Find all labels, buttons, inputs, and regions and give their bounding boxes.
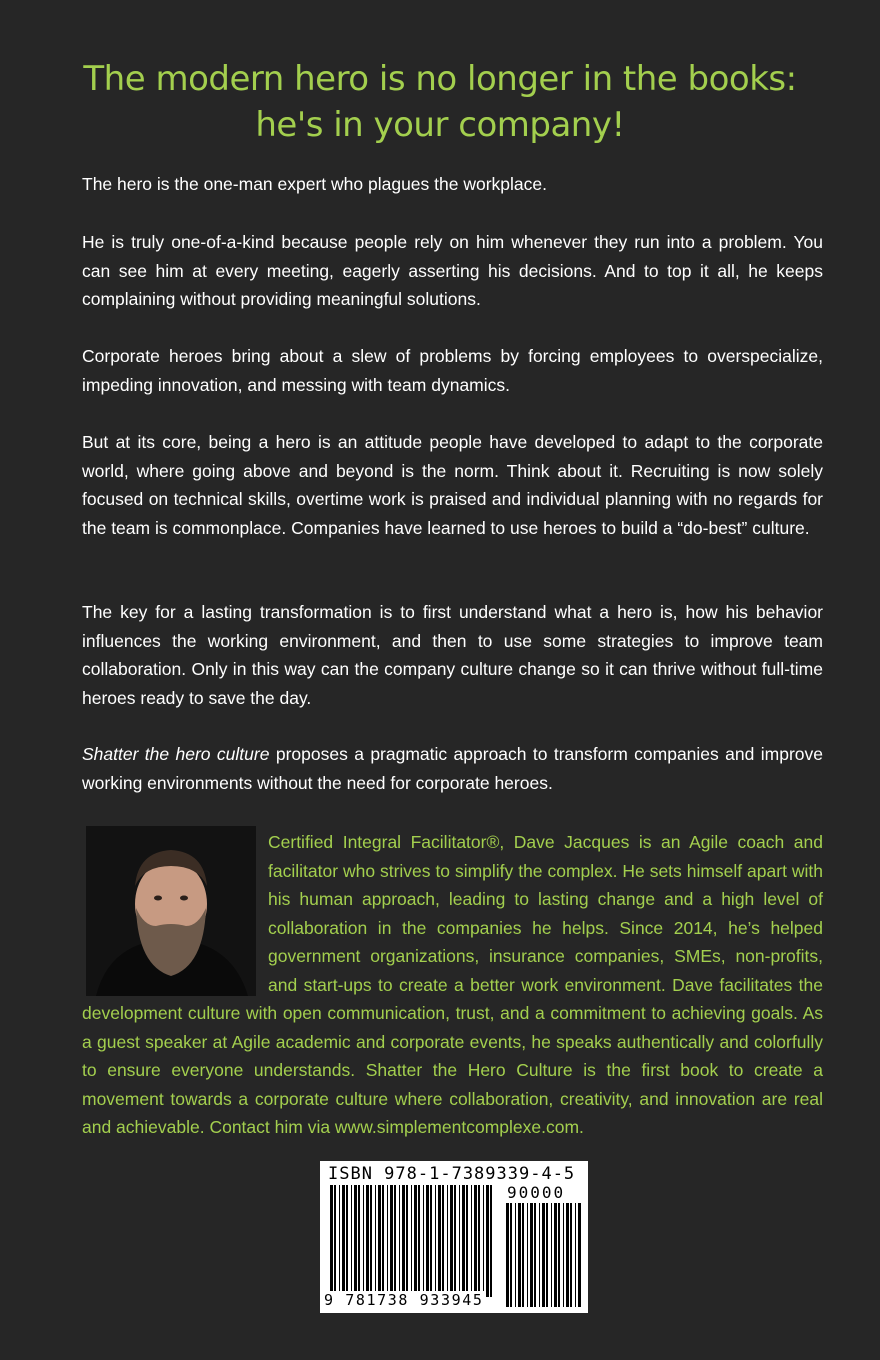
barcode-bar — [414, 1185, 417, 1297]
barcode-bar — [578, 1203, 581, 1307]
barcode-bar — [546, 1203, 548, 1307]
barcode-bar — [450, 1185, 453, 1297]
book-title: Shatter the hero culture — [82, 744, 270, 764]
barcode-bar — [375, 1185, 376, 1297]
barcode-bar — [530, 1203, 533, 1307]
barcode-bar — [534, 1203, 536, 1307]
barcode-bar — [399, 1185, 400, 1297]
barcode-bar — [462, 1185, 465, 1297]
barcode-bar — [330, 1185, 333, 1297]
barcode-bar — [506, 1203, 509, 1307]
barcode-bar — [575, 1203, 576, 1307]
barcode-bar — [554, 1203, 557, 1307]
barcode-bar — [518, 1203, 521, 1307]
barcode-bar — [346, 1185, 348, 1297]
barcode-bar — [423, 1185, 424, 1297]
barcode — [320, 1161, 588, 1313]
barcode-bar — [471, 1185, 472, 1297]
barcode-bar — [370, 1185, 372, 1297]
paragraph-1: The hero is the one-man expert who plagues the workplace. — [82, 174, 547, 194]
headline-line-2: he's in your company! — [255, 105, 625, 145]
barcode-bar — [339, 1185, 340, 1297]
barcode-bar — [454, 1185, 456, 1297]
barcode-bar — [490, 1185, 492, 1297]
paragraph-5: The key for a lasting transformation is to first understand what a hero is, how his behavior influences the working environment, and then to use some strategies to improve team collaboration. Only in this way can the company culture change so it can thrive without full-time heroes ready to save the day. — [82, 602, 823, 708]
barcode-bar — [459, 1185, 460, 1297]
barcode-bar — [447, 1185, 448, 1297]
barcode-bar — [342, 1185, 345, 1297]
barcode-bar — [542, 1203, 545, 1307]
barcode-bar — [387, 1185, 388, 1297]
closing-text: proposes a pragmatic approach to transform companies and improve working environments without the need for corporate heroes. — [82, 744, 823, 793]
barcode-bar — [435, 1185, 436, 1297]
barcode-bar — [334, 1185, 336, 1297]
paragraph-3: Corporate heroes bring about a slew of problems by forcing employees to overspecialize, impeding innovation, and messing with team dynamics. — [82, 346, 823, 395]
barcode-bar — [558, 1203, 560, 1307]
barcode-bar — [418, 1185, 420, 1297]
barcode-bar — [486, 1185, 489, 1297]
author-bio — [82, 828, 823, 1142]
paragraph-2: He is truly one-of-a-kind because people rely on him whenever they run into a problem. You can see him at every meeting, eagerly asserting his decisions. And to top it all, he keeps complaining without providing meaningful solutions. — [82, 232, 823, 309]
barcode-bar — [510, 1203, 512, 1307]
barcode-bar — [570, 1203, 572, 1307]
barcode-bar — [358, 1185, 360, 1297]
price-code-label: 90000 — [507, 1183, 566, 1202]
isbn-label: ISBN 978-1-7389339-4-5 — [328, 1164, 576, 1184]
barcode-bar — [411, 1185, 412, 1297]
barcode-bar — [566, 1203, 569, 1307]
headline-line-1: The modern hero is no longer in the books: — [83, 59, 797, 99]
barcode-bar — [551, 1203, 552, 1307]
barcode-bar — [483, 1185, 484, 1297]
author-bio-text: Certified Integral Facilitator®, Dave Jacques is an Agile coach and facilitator who strives to simplify the complex. He sets himself apart with his human approach, leading to lasting change and a high level of collaboration in the companies he helps. Since 2014, he’s helped government organizations, insurance companies, SMEs, non-profits, and start-ups to create a better work environment. Dave facilitates the development culture with open communication, trust, and a commitment to achieving goals. As a guest speaker at Agile academic and corporate events, he speaks authentically and colorfully to ensure everyone understands. Shatter the Hero Culture is the first book to create a movement towards a corporate culture where collaboration, creativity, and innovation are real and achievable. Contact him via www.simplementcomplexe.com. — [82, 832, 823, 1137]
barcode-bar — [390, 1185, 393, 1297]
photo-spacer — [82, 828, 268, 999]
paragraph-closing — [82, 740, 823, 797]
barcode-bar — [438, 1185, 441, 1297]
barcode-bar — [539, 1203, 540, 1307]
barcode-bar — [515, 1203, 516, 1307]
barcode-bar — [378, 1185, 381, 1297]
headline — [60, 56, 820, 148]
barcode-bar — [394, 1185, 396, 1297]
paragraph-4: But at its core, being a hero is an attitude people have developed to adapt to the corporate world, where going above and beyond is the norm. Think about it. Recruiting is now solely focused on technical skills, overtime work is praised and individual planning with no regards for the team is commonplace. Companies have learned to use heroes to build a “do-best” culture. — [82, 432, 823, 538]
barcode-bar — [430, 1185, 432, 1297]
barcode-bar — [351, 1185, 352, 1297]
barcode-bar — [363, 1185, 364, 1297]
barcode-bar — [474, 1185, 477, 1297]
barcode-bar — [402, 1185, 405, 1297]
barcode-bar — [426, 1185, 429, 1297]
barcode-bar — [466, 1185, 468, 1297]
barcode-bar — [366, 1185, 369, 1297]
barcode-bar — [382, 1185, 384, 1297]
barcode-bar — [442, 1185, 444, 1297]
barcode-bar — [354, 1185, 357, 1297]
ean-label: 9 781738 933945 — [324, 1291, 484, 1309]
barcode-bar — [563, 1203, 564, 1307]
barcode-bar — [527, 1203, 528, 1307]
barcode-bar — [478, 1185, 480, 1297]
barcode-bar — [522, 1203, 524, 1307]
barcode-bar — [406, 1185, 408, 1297]
